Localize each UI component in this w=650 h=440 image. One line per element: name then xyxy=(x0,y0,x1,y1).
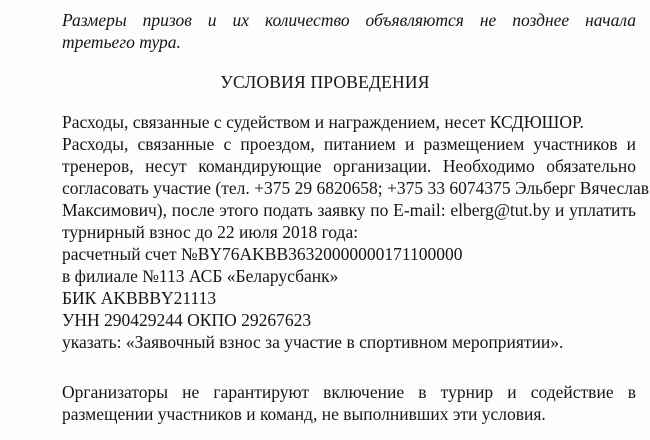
paragraph-expenses-line-5: турнирный взнос до 22 июля 2018 года: xyxy=(62,222,359,242)
payment-account: расчетный счет №BY76AKBB36320000000171100000 xyxy=(62,244,463,264)
paragraph-expenses-line-1: Расходы, связанные с проездом, питанием и размещением участников и xyxy=(62,134,636,154)
prize-note-line-1: Размеры призов и их количество объявляются не позднее начала xyxy=(62,10,636,30)
payment-unn-okpo: УНН 290429244 ОКПО 29267623 xyxy=(62,310,312,330)
payment-bic: БИК AKBBBY21113 xyxy=(62,288,217,308)
prize-note-line-2: третьего тура. xyxy=(62,32,181,52)
payment-bank-branch: в филиале №113 АСБ «Беларусбанк» xyxy=(62,266,339,286)
paragraph-expenses-line-3: согласовать участие (тел. +375 29 6820658; +375 33 6074375 Эльберг Вячеслав xyxy=(62,178,650,198)
paragraph-expenses-line-4: Максимович), после этого подать заявку по E-mail: elberg@tut.by и уплатить xyxy=(62,200,636,220)
payment-purpose: указать: «Заявочный взнос за участие в спортивном мероприятии». xyxy=(62,332,564,352)
paragraph-expenses-judging: Расходы, связанные с судейством и награждением, несет КСДЮШОР. xyxy=(62,112,584,132)
closing-line-1: Организаторы не гарантируют включение в турнир и содействие в xyxy=(62,382,636,402)
paragraph-expenses-line-2: тренеров, несут командирующие организации. Необходимо обязательно xyxy=(62,156,636,176)
closing-line-2: размещении участников и команд, не выполнивших эти условия. xyxy=(62,404,546,424)
section-heading: УСЛОВИЯ ПРОВЕДЕНИЯ xyxy=(220,72,430,92)
